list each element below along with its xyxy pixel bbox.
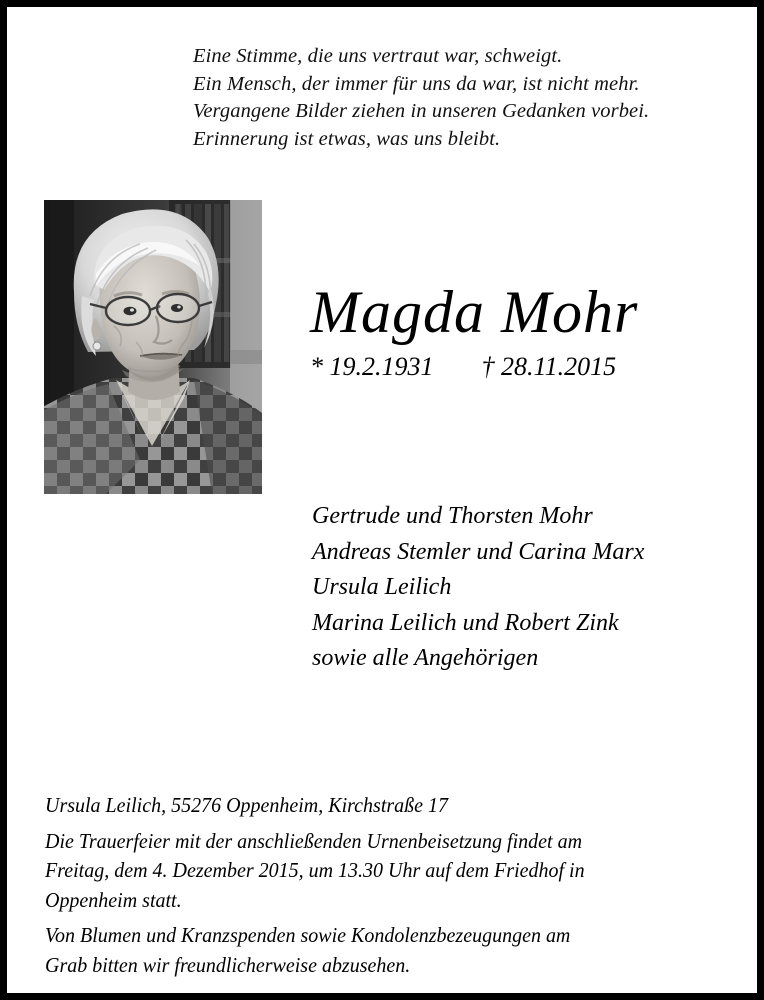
portrait-photo-image	[44, 200, 262, 494]
portrait-photo	[44, 200, 262, 494]
death-date: † 28.11.2015	[481, 352, 617, 381]
funeral-service-info	[45, 827, 735, 916]
survivor-line: Marina Leilich und Robert Zink	[312, 609, 619, 636]
deceased-name-block	[310, 279, 740, 383]
survivor-line: Andreas Stemler und Carina Marx	[312, 538, 645, 565]
survivor-line: Ursula Leilich	[312, 574, 452, 600]
service-line: Die Trauerfeier mit der anschließenden Urnenbeisetzung findet am	[45, 828, 583, 853]
memorial-poem	[193, 43, 753, 153]
service-line: Freitag, dem 4. Dezember 2015, um 13.30 Uhr auf dem Friedhof in	[45, 858, 585, 882]
address-line: Ursula Leilich, 55276 Oppenheim, Kirchstraße 17	[45, 793, 449, 817]
poem-line-3: Vergangene Bilder ziehen in unseren Gedanken vorbei.	[193, 100, 650, 122]
survivor-line: sowie alle Angehörigen	[312, 645, 539, 671]
birth-date: * 19.2.1931	[310, 352, 434, 381]
poem-line-2: Ein Mensch, der immer für uns da war, ist nicht mehr.	[193, 72, 640, 95]
flowers-request	[45, 921, 735, 980]
contact-address	[45, 791, 735, 821]
deceased-name: Magda Mohr	[310, 279, 639, 345]
poem-line-4: Erinnerung ist etwas, was uns bleibt.	[193, 127, 501, 150]
request-line: Grab bitten wir freundlicherweise abzusehen.	[45, 952, 411, 977]
survivors-list	[312, 499, 742, 677]
life-dates	[310, 351, 740, 383]
request-line: Von Blumen und Kranzspenden sowie Kondolenzbezeugungen am	[45, 923, 571, 947]
footer-details	[45, 791, 735, 980]
survivor-line: Gertrude und Thorsten Mohr	[312, 503, 593, 529]
poem-line-1: Eine Stimme, die uns vertraut war, schweigt.	[193, 45, 563, 67]
service-line: Oppenheim statt.	[45, 887, 182, 912]
